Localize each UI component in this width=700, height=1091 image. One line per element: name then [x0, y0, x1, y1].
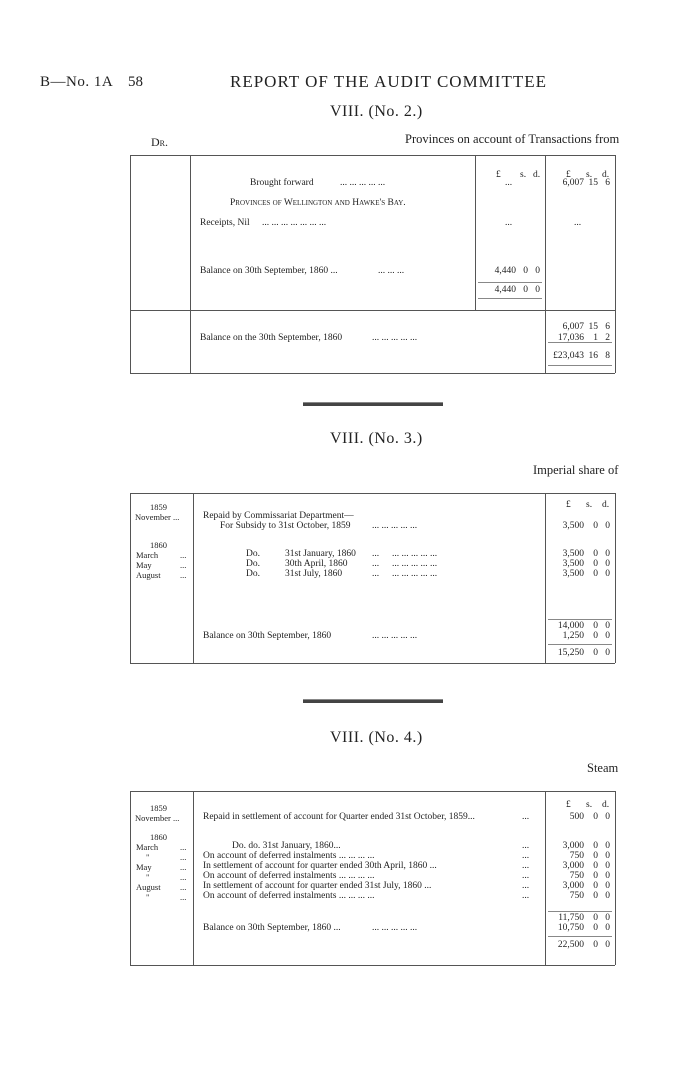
amount-pounds: 3,500 [562, 569, 584, 579]
amount-shillings: 0 [593, 841, 598, 851]
amount-pence: 0 [605, 891, 610, 901]
amount-pence: 0 [605, 812, 610, 822]
year-label: 1859 [150, 803, 167, 813]
month-label: May [136, 862, 152, 872]
amount-pence: 0 [605, 851, 610, 861]
col-head-pounds: £ [566, 170, 571, 180]
entry-date: 31st January, 1860 [285, 549, 356, 559]
amount-pounds: 17,036 [557, 333, 584, 343]
leader-dots: ... [180, 842, 187, 852]
section-subtitle-no2: Provinces on account of Transactions from [405, 132, 620, 146]
balance-label: Balance on 30th September, 1860 ... [203, 923, 341, 933]
amount-pounds: 3,000 [562, 861, 584, 871]
col-head-pence: d. [602, 170, 610, 180]
amount-shillings: 0 [593, 559, 598, 569]
amount-pounds: 3,500 [562, 521, 584, 531]
month-label: March [136, 842, 159, 852]
amount-pence: 0 [605, 871, 610, 881]
leader-dots: ... [522, 871, 530, 881]
leader-dots: ... [180, 862, 187, 872]
provinces-heading: Provinces of Wellington and Hawke's Bay. [230, 198, 406, 208]
amount-shillings: 0 [593, 913, 598, 923]
month-label: August [136, 882, 161, 892]
leader-dots: ... [505, 218, 513, 228]
amount-shillings: 0 [593, 621, 598, 631]
amount-shillings: 0 [593, 923, 598, 933]
amount-shillings: 0 [593, 549, 598, 559]
col-head-pounds: £ [566, 800, 571, 810]
col-head-shillings: s. [586, 800, 593, 810]
amount-pounds: 3,000 [562, 881, 584, 891]
leader-dots: ... [372, 549, 380, 559]
section-divider [303, 699, 443, 703]
ditto-mark: " [146, 872, 150, 882]
amount-pence: 0 [605, 559, 610, 569]
amount-shillings: 0 [593, 871, 598, 881]
leader-dots: ... [574, 218, 582, 228]
total-pence: 8 [605, 351, 610, 361]
amount-pence: 0 [605, 569, 610, 579]
leader-dots: ... [522, 881, 530, 891]
amount-pence: 0 [605, 521, 610, 531]
entry-text: Do. do. 31st January, 1860... [232, 841, 341, 851]
leader-dots: ... [180, 882, 187, 892]
amount-pence: 0 [605, 923, 610, 933]
entry-text: On account of deferred instalments ... ... ... ... [203, 891, 375, 901]
amount-shillings: 15 [588, 178, 598, 188]
amount-pounds: 6,007 [562, 178, 584, 188]
total-pounds: 22,500 [557, 940, 584, 950]
leader-dots: ... [180, 560, 187, 570]
amount-pence: 6 [605, 178, 610, 188]
entry-text: On account of deferred instalments ... ... ... ... [203, 851, 375, 861]
amount-shillings: 0 [593, 569, 598, 579]
year-label: 1860 [150, 832, 167, 842]
amount-pence: 0 [605, 841, 610, 851]
amount-pounds: 4,440 [494, 266, 516, 276]
entry-heading: Repaid by Commissariat Department— [203, 511, 354, 521]
month-label: May [136, 560, 152, 570]
section-title-no2: VIII. (No. 2.) [330, 103, 423, 120]
month-label: November ... [135, 813, 180, 823]
total-pounds: £23,043 [553, 351, 584, 361]
amount-shillings: 1 [593, 333, 598, 343]
ditto-mark: Do. [246, 559, 260, 569]
receipts-label: Receipts, Nil [200, 218, 250, 228]
leader-dots: ... [522, 891, 530, 901]
amount-pounds: 14,000 [557, 621, 584, 631]
amount-shillings: 0 [593, 881, 598, 891]
leader-dots: ... ... ... ... ... [372, 521, 418, 531]
col-head-shillings: s. [586, 500, 593, 510]
col-head-pounds: £ [566, 500, 571, 510]
leader-dots: ... ... ... [378, 266, 405, 276]
amount-pounds: 3,500 [562, 559, 584, 569]
section-subtitle-no3: Imperial share of [533, 463, 619, 477]
amount-pounds: 3,000 [562, 841, 584, 851]
amount-pounds: 1,250 [562, 631, 584, 641]
section-divider [303, 402, 443, 406]
page-number: 58 [128, 74, 143, 90]
entry-text: In settlement of account for quarter ended 31st July, 1860 ... [203, 881, 432, 891]
section-title-no4: VIII. (No. 4.) [330, 729, 423, 746]
leader-dots: ... [180, 872, 187, 882]
brought-forward-label: Brought forward [250, 178, 314, 188]
amount-shillings: 0 [523, 285, 528, 295]
month-label: November ... [135, 512, 180, 522]
leader-dots: ... [372, 569, 380, 579]
amount-pounds: 500 [569, 812, 584, 822]
amount-shillings: 0 [593, 521, 598, 531]
col-head-pence: d. [602, 800, 610, 810]
total-shillings: 16 [588, 351, 598, 361]
leader-dots: ... ... ... ... ... [372, 333, 418, 343]
leader-dots: ... [505, 178, 513, 188]
leader-dots: ... ... ... ... ... [340, 178, 386, 188]
debit-label: Dr. [151, 135, 169, 149]
leader-dots: ... [522, 851, 530, 861]
entry-text: Repaid in settlement of account for Quarter ended 31st October, 1859... [203, 812, 475, 822]
entry-text: For Subsidy to 31st October, 1859 [220, 521, 351, 531]
col-head-shillings: s. [520, 170, 527, 180]
amount-pence: 0 [535, 266, 540, 276]
leader-dots: ... ... ... ... ... ... ... [262, 218, 327, 228]
entry-text: In settlement of account for quarter ended 30th April, 1860 ... [203, 861, 437, 871]
leader-dots: ... [372, 559, 380, 569]
col-head-pence: d. [602, 500, 610, 510]
amount-pounds: 6,007 [562, 322, 584, 332]
amount-pounds: 3,500 [562, 549, 584, 559]
year-label: 1859 [150, 502, 167, 512]
leader-dots: ... ... ... ... ... [372, 631, 418, 641]
total-pence: 0 [605, 648, 610, 658]
amount-shillings: 0 [593, 891, 598, 901]
ditto-mark: " [146, 892, 150, 902]
amount-pounds: 750 [569, 871, 584, 881]
leader-dots: ... ... ... ... ... [392, 559, 438, 569]
total-shillings: 0 [593, 648, 598, 658]
ditto-mark: " [146, 852, 150, 862]
month-label: August [136, 570, 161, 580]
amount-pence: 0 [535, 285, 540, 295]
amount-pounds: 750 [569, 891, 584, 901]
report-reference: B—No. 1A [40, 74, 114, 90]
amount-pence: 6 [605, 322, 610, 332]
balance-label: Balance on the 30th September, 1860 [200, 333, 343, 343]
total-pence: 0 [605, 940, 610, 950]
amount-pence: 2 [605, 333, 610, 343]
leader-dots: ... [522, 812, 530, 822]
amount-pounds: 10,750 [557, 923, 584, 933]
leader-dots: ... [180, 852, 187, 862]
leader-dots: ... ... ... ... ... [392, 549, 438, 559]
leader-dots: ... [180, 892, 187, 902]
entry-date: 30th April, 1860 [285, 559, 348, 569]
section-subtitle-no4: Steam [587, 761, 619, 775]
entry-date: 31st July, 1860 [285, 569, 343, 579]
leader-dots: ... [522, 841, 530, 851]
amount-shillings: 0 [593, 812, 598, 822]
col-head-pence: d. [533, 170, 541, 180]
amount-shillings: 0 [593, 851, 598, 861]
amount-pence: 0 [605, 621, 610, 631]
leader-dots: ... ... ... ... ... [392, 569, 438, 579]
amount-pence: 0 [605, 913, 610, 923]
amount-pence: 0 [605, 861, 610, 871]
leader-dots: ... ... ... ... ... [372, 923, 418, 933]
col-head-pounds: £ [496, 170, 501, 180]
total-shillings: 0 [593, 940, 598, 950]
amount-shillings: 15 [588, 322, 598, 332]
col-head-shillings: s. [586, 170, 593, 180]
leader-dots: ... [180, 570, 187, 580]
page-title: REPORT OF THE AUDIT COMMITTEE [230, 72, 547, 91]
amount-pence: 0 [605, 631, 610, 641]
ditto-mark: Do. [246, 569, 260, 579]
year-label: 1860 [150, 540, 167, 550]
total-pounds: 15,250 [557, 648, 584, 658]
balance-label: Balance on 30th September, 1860 ... [200, 266, 338, 276]
ditto-mark: Do. [246, 549, 260, 559]
entry-text: On account of deferred instalments ... ... ... ... [203, 871, 375, 881]
amount-pence: 0 [605, 549, 610, 559]
leader-dots: ... [180, 550, 187, 560]
month-label: March [136, 550, 159, 560]
leader-dots: ... [522, 861, 530, 871]
amount-pounds: 11,750 [558, 913, 584, 923]
amount-shillings: 0 [593, 861, 598, 871]
amount-shillings: 0 [593, 631, 598, 641]
section-title-no3: VIII. (No. 3.) [330, 430, 423, 447]
amount-pounds: 750 [569, 851, 584, 861]
amount-shillings: 0 [523, 266, 528, 276]
balance-label: Balance on 30th September, 1860 [203, 631, 332, 641]
amount-pence: 0 [605, 881, 610, 891]
amount-pounds: 4,440 [494, 285, 516, 295]
